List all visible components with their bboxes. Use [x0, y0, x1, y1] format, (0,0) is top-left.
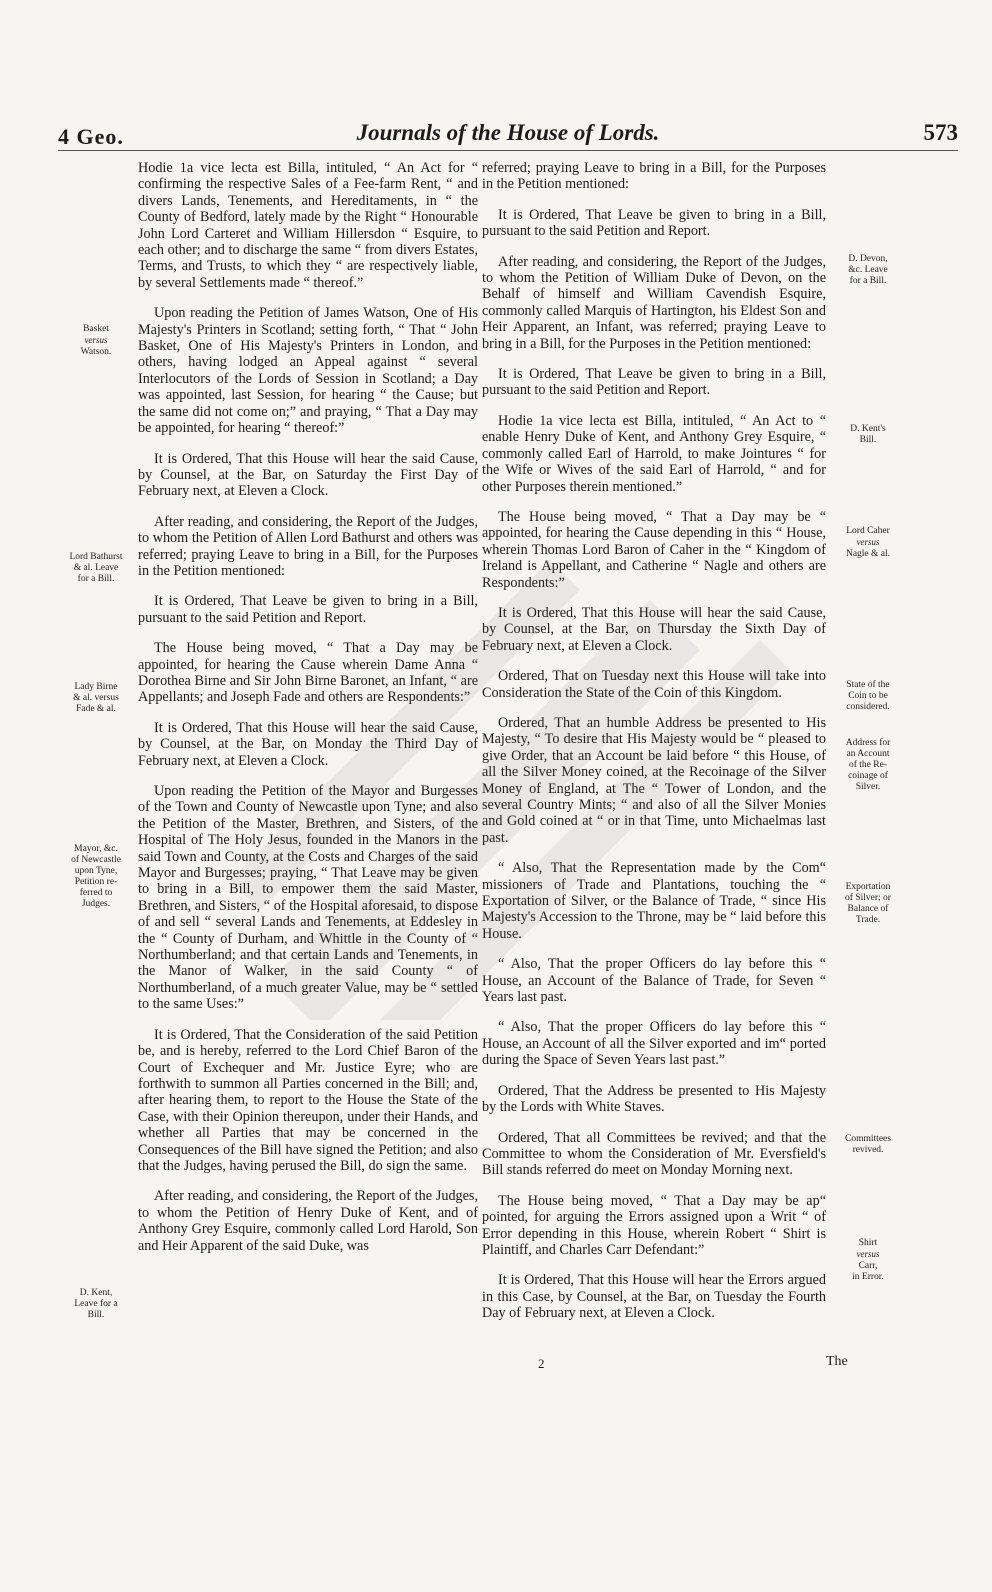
margin-note: Lord Caher versus Nagle & al.	[845, 526, 891, 559]
regnal-year: 4 Geo.	[58, 124, 124, 149]
entry-paragraph: After reading, and considering, the Report of the Judges, to whom the Petition of William Duke of Devon, on the Behalf of himself and William Cavendish Esquire, commonly called Marquis of Hartington, his Eldest Son and Heir Apparent, an Infant, was referred; praying Leave to bring in a Bill, for the Purposes in the Petition mentioned:	[482, 253, 826, 352]
signature-mark: 2	[538, 1356, 545, 1371]
margin-note: Lord Bathurst & al. Leave for a Bill.	[69, 552, 123, 584]
journal-title: Journals of the House of Lords.	[356, 120, 660, 145]
margin-note: Mayor, &c. of Newcastle upon Tyne, Petition re- ferred to Judges.	[71, 844, 121, 909]
entry-paragraph: “ Also, That the Representation made by the Com“ missioners of Trade and Plantations, touching the “ Exportation of Silver, or the Balance of Trade, “ since His Majesty's Accession to the Throne, may be “ laid before this House.	[482, 860, 826, 942]
entry-paragraph: The House being moved, “ That a Day may be ap“ pointed, for arguing the Errors assigned upon a Writ “ of Error depending in this House, wherein Robert “ Shirt is Plaintiff, and Charles Carr Defendant:”	[482, 1192, 826, 1258]
entry-paragraph: After reading, and considering, the Report of the Judges, to whom the Petition of Henry Duke of Kent, and of Anthony Grey Esquire, commonly called Lord Harold, Son and Heir Apparent of the said Duke, was	[138, 1188, 478, 1254]
header-rule	[58, 150, 958, 151]
margin-note: Basket versus Watson.	[80, 324, 112, 357]
entry-paragraph: After reading, and considering, the Report of the Judges, to whom the Petition of Allen Lord Bathurst and others was referred; praying Leave to bring in a Bill, for the Purposes in the Petition mentioned:	[138, 513, 478, 579]
entry-paragraph: Ordered, That the Address be presented to His Majesty by the Lords with White Staves.	[482, 1082, 826, 1116]
entry-paragraph: “ Also, That the proper Officers do lay before this “ House, an Account of all the Silver exported and im“ ported during the Space of Seven Years last past.”	[482, 1019, 826, 1069]
entry-paragraph: Hodie 1a vice lecta est Billa, intituled, “ An Act for “ confirming the respective Sales of a Fee-farm Rent, “ and divers Lands, Tenements, and Hereditaments, in “ the County of Bedford, lately made by the Right “ Honourable John Lord Carteret and William Hillersdon “ Esquire, to each other; and to discharge the same “ from divers Estates, Terms, and Trusts, to which they “ are respectively liable, by several Settlements made “ thereof.”	[138, 160, 478, 291]
catchword: The	[826, 1354, 848, 1369]
entry-paragraph: Hodie 1a vice lecta est Billa, intituled, “ An Act to “ enable Henry Duke of Kent, and Anthony Grey Esquire, “ commonly called Earl of Harrold, to make Jointures “ for the Wife or Wives of the said Earl of Harrold, “ and for other Purposes therein mentioned.”	[482, 412, 826, 495]
entry-paragraph: referred; praying Leave to bring in a Bill, for the Purposes in the Petition mentioned:	[482, 160, 826, 193]
entry-paragraph: It is Ordered, That this House will hear the said Cause, by Counsel, at the Bar, on Thursday the Sixth Day of February next, at Eleven a Clock.	[482, 604, 826, 654]
entry-paragraph: It is Ordered, That this House will hear the said Cause, by Counsel, at the Bar, on Monday the Third Day of February next, at Eleven a Clock.	[138, 719, 478, 769]
page-header	[58, 108, 958, 148]
entry-paragraph: It is Ordered, That this House will hear the Errors argued in this Case, by Counsel, at the Bar, on Tuesday the Fourth Day of February next, at Eleven a Clock.	[482, 1272, 826, 1322]
margin-note: Lady Birne & al. versus Fade & al.	[73, 682, 119, 714]
entry-paragraph: Upon reading the Petition of James Watson, One of His Majesty's Printers in Scotland; setting forth, “ That “ John Basket, One of His Majesty's Printers in London, and others, having lodged an Appeal against “ several Interlocutors of the Lords of Session in Scotland; a Day was appointed, last Session, for hearing “ the Cause; but the same did not come on;” and praying, “ That a Day may be appointed, for hearing “ thereof:”	[138, 305, 478, 437]
margin-note: D. Kent, Leave for a Bill.	[74, 1288, 118, 1320]
entry-paragraph: It is Ordered, That this House will hear the said Cause, by Counsel, at the Bar, on Saturday the First Day of February next, at Eleven a Clock.	[138, 450, 478, 500]
entry-paragraph: It is Ordered, That Leave be given to bring in a Bill, pursuant to the said Petition and Report.	[138, 593, 478, 626]
entry-paragraph: Ordered, That on Tuesday next this House will take into Consideration the State of the Coin of this Kingdom.	[482, 668, 826, 701]
entry-paragraph: “ Also, That the proper Officers do lay before this “ House, an Account of the Balance of Trade, for Seven “ Years last past.	[482, 956, 826, 1006]
entry-paragraph: Upon reading the Petition of the Mayor and Burgesses of the Town and County of Newcastle upon Tyne; and also the Petition of the Master, Brethren, and Sisters, of the Hospital of The Holy Jesus, founded in the Manors in the said Town and County, at the Costs and Charges of the said Mayor and Burgesses; praying, “ That Leave may be given to bring in a Bill, to empower them the said Master, Brethren, and Sisters, “ of the Hospital aforesaid, to dispose of and sell “ several Lands and Tenements, at Eddesley in the “ County of Durham, and Whittle in the County of “ Northumberland; and that certain Lands and Tenements, in the Manor of Walker, in the said County “ of Northumberland, of a much greater Value, may be “ settled to the same Uses:”	[138, 783, 478, 1013]
entry-paragraph: Ordered, That all Committees be revived; and that the Committee to whom the Consideration of Mr. Eversfield's Bill stands referred do meet on Monday Morning next.	[482, 1129, 826, 1179]
left-column	[138, 160, 478, 1268]
margin-note: D. Kent's Bill.	[850, 424, 886, 445]
entry-paragraph: Ordered, That an humble Address be presented to His Majesty, “ To desire that His Majesty would be “ pleased to give Order, that an Account be laid before “ this House, of all the Silver Money coined, at the Recoinage of the Silver Money of England, at The “ Tower of London, and the several Country Mints; “ and also of all the Silver Monies and Gold coined at “ or in that Time, unto Michaelmas last past.	[482, 714, 826, 846]
page-number: 573	[923, 120, 958, 145]
entry-paragraph: The House being moved, “ That a Day may be appointed, for hearing the Cause wherein Dame Anna “ Dorothea Birne and Sir John Birne Baronet, an Infant, “ are Appellants; and Joseph Fade and others are Respondents:”	[138, 640, 478, 706]
entry-paragraph: It is Ordered, That Leave be given to bring in a Bill, pursuant to the said Petition and Report.	[482, 206, 826, 240]
entry-paragraph: It is Ordered, That the Consideration of the said Petition be, and is hereby, referred to the Lord Chief Baron of the Court of Exchequer and Mr. Justice Eyre; who are forthwith to summon all Parties concerned in the Bill; and, after hearing them, to report to the House the State of the Case, with their Opinion thereupon, under their Hands, and whether all Parties that may be concerned in the Consequences of the Bill have signed the Petition; and also that the Judges, having perused the Bill, do sign the same.	[138, 1026, 478, 1174]
margin-note: Address for an Account of the Re- coinage of Silver.	[845, 738, 891, 792]
margin-note: Committees revived.	[845, 1134, 891, 1155]
right-column	[482, 160, 826, 1336]
entry-paragraph: It is Ordered, That Leave be given to bring in a Bill, pursuant to the said Petition and Report.	[482, 366, 826, 399]
margin-note: Exportation of Silver; or Balance of Trade.	[845, 882, 891, 925]
entry-paragraph: The House being moved, “ That a Day may be “ appointed, for hearing the Cause depending in this “ House, wherein Thomas Lord Baron of Caher in the “ Kingdom of Ireland is Appellant, and Catherine “ Nagle and others are Respondents:”	[482, 508, 826, 591]
margin-note: D. Devon, &c. Leave for a Bill.	[848, 254, 888, 286]
margin-note: Shirt versus Carr, in Error.	[852, 1238, 884, 1282]
margin-note: State of the Coin to be considered.	[846, 680, 890, 712]
